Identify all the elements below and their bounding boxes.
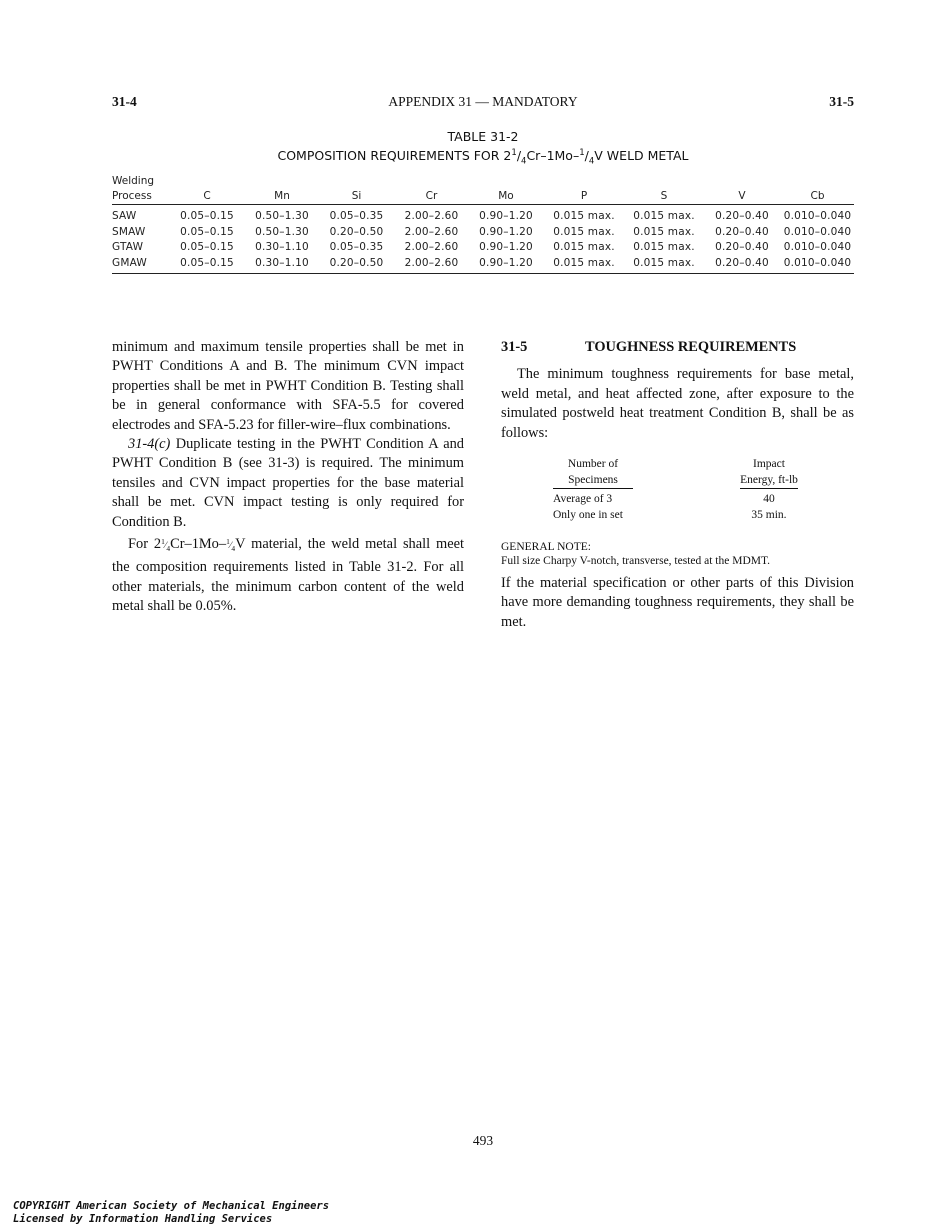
table-cell: 0.50–1.30 [255,225,309,238]
running-header-right: 31-5 [829,94,854,109]
table-title: COMPOSITION REQUIREMENTS FOR $2^1/_4Cr-1Mo-^1/_4V$ WELD METAL [277,148,689,167]
table-cell: 0.010–0.040 [783,241,852,253]
column-header: C [169,172,245,205]
table-cell: 0.20–0.40 [703,256,781,274]
impact-row-energy: 40 [763,493,775,505]
section-intro: The minimum toughness requirements for base metal, weld metal, and heat affected zone, after exposure to the simulated postweld heat treatment Condition B, shall be as follows: [501,366,854,441]
table-cell: 2.00–2.60 [404,241,459,253]
column-header: S [625,172,703,205]
table-cell: 0.50–1.30 [255,210,309,222]
table-cell: 0.015 max. [543,256,625,274]
table-cell: 0.90–1.20 [479,210,533,222]
table-cell: 2.00–2.60 [394,256,469,274]
table-cell: 0.20–0.50 [319,256,394,274]
table-number: TABLE 31-2 [447,129,519,144]
running-header-left: 31-4 [112,94,137,109]
table-cell: 0.20–0.40 [715,225,769,238]
table-cell: 2.00–2.60 [404,210,459,222]
table-cell: 0.90–1.20 [469,256,543,274]
table-cell: 2.00–2.60 [404,225,459,238]
paragraph-31-4c: 31-4(c) Duplicate testing in the PWHT Condition A and PWHT Condition B (see 31-3) is required. The minimum tensiles and CVN impact properties for the base material shall be met. CVN impact testing is only required for Condition B. [112,436,464,530]
table-cell: SAW [112,210,137,222]
clause-label: 31-4(c) [128,436,171,453]
impact-col-header-energy: Impact Energy, ft-lb [736,457,802,489]
column-header: P [543,172,625,205]
section-heading [501,338,854,357]
table-cell: 0.05–0.35 [329,241,384,253]
table-cell: 0.015 max. [633,225,695,238]
general-note-text: Full size Charpy V-notch, transverse, tested at the MDMT. [501,555,771,567]
table-cell: 0.010–0.040 [783,225,852,238]
table-cell: 0.20–0.40 [715,210,769,222]
table-cell: 0.015 max. [553,225,615,238]
column-header: Cr [394,172,469,205]
table-cell: 0.05–0.35 [329,210,384,222]
copyright-notice: COPYRIGHT American Society of Mechanical Engineers Licensed by Information Handling Services [13,1200,330,1225]
table-row [112,225,854,241]
table-cell: 0.20–0.40 [715,241,769,253]
table-cell: 0.05–0.15 [180,210,234,222]
table-cell: 0.30–1.10 [245,256,319,274]
table-cell: 0.010–0.040 [781,256,854,274]
impact-col-header-specimens: Number of Specimens [553,457,633,489]
table-cell: 0.05–0.15 [180,241,234,253]
table-cell: SMAW [112,225,146,238]
impact-row-energy: 35 min. [751,509,787,521]
table-row [112,240,854,256]
running-header-title: APPENDIX 31 — MANDATORY [388,94,578,109]
table-cell: 0.015 max. [553,210,615,222]
impact-row-specimens: Average of 3 [553,493,613,505]
paragraph-continued: minimum and maximum tensile properties shall be met in PWHT Conditions A and B. The minimum CVN impact properties shall be met in PWHT Condition B. Testing shall be in general conformance with SFA-5.5 for covered electrodes and SFA-5.23 for filler-wire–flux combinations. [112,339,464,433]
section-number: 31-5 [501,339,528,355]
table-cell: 0.05–0.15 [169,256,245,274]
table-cell: 0.30–1.10 [255,241,309,253]
table-cell: 0.015 max. [553,241,615,253]
table-cell: 0.015 max. [633,210,695,222]
table-cell: 0.015 max. [633,241,695,253]
page-number: 493 [472,1133,494,1148]
paragraph-composition: For $2^1⁄_4Cr-1Mo-^1⁄_4V$ material, the weld metal shall meet the composition requirements listed in Table 31-2. For all other materials, the minimum carbon content of the weld metal shall be 0.05%. [112,536,464,615]
column-header: Si [319,172,394,205]
table-cell: 0.90–1.20 [479,241,533,253]
closing-paragraph: If the material specification or other parts of this Division have more demanding toughness requirements, they shall be met. [501,575,854,630]
column-header: Mo [469,172,543,205]
column-header: V [703,172,781,205]
table-cell: 0.20–0.50 [329,225,384,238]
section-title: TOUGHNESS REQUIREMENTS [585,339,797,355]
general-note-label: GENERAL NOTE: [501,541,591,553]
column-header: Cb [781,172,854,205]
table-row [112,205,854,225]
table-cell: GMAW [112,256,169,274]
table-cell: 0.90–1.20 [479,225,533,238]
impact-row-specimens: Only one in set [553,509,623,521]
table-cell: GTAW [112,241,144,253]
table-cell: 0.05–0.15 [180,225,234,238]
column-header-welding-process: Welding Process [112,172,169,205]
right-column [501,338,854,443]
table-cell: 0.010–0.040 [783,210,852,222]
table-header-row [112,172,854,205]
table-cell: 0.015 max. [625,256,703,274]
table-row [112,256,854,274]
general-note [501,540,854,568]
composition-table [112,172,854,274]
column-header: Mn [245,172,319,205]
left-column [112,338,464,616]
